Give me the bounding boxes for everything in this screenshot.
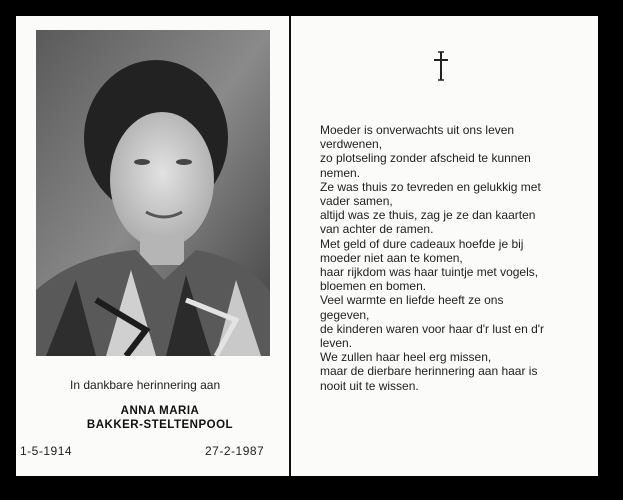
poem-line: maar de dierbare herinnering aan haar is (320, 364, 538, 379)
poem-line: de kinderen waren voor haar d'r lust en d'r (320, 321, 545, 336)
cross-icon (430, 50, 452, 87)
poem-line: haar rijkdom was haar tuintje met vogels, (320, 265, 539, 280)
death-date: 27-2-1987 (205, 444, 265, 458)
poem-line: van achter de ramen. (320, 222, 434, 237)
poem-line: zo plotseling zonder afscheid te kunnen (320, 151, 531, 166)
poem-line: Ze was thuis zo tevreden en gelukkig met (320, 179, 541, 194)
card-fold-line (289, 16, 291, 476)
poem-line: Veel warmte en liefde heeft ze ons (320, 293, 504, 308)
poem-line: nooit uit te wissen. (320, 378, 419, 393)
poem-line: nemen. (320, 165, 361, 180)
portrait-photo (36, 30, 270, 356)
poem-line: altijd was ze thuis, zag je ze dan kaarten (320, 208, 536, 223)
memorial-poem (320, 123, 570, 393)
poem-line: vader samen, (320, 194, 393, 209)
deceased-surname: BAKKER-STELTENPOOL (86, 419, 234, 431)
poem-line: bloemen en bomen. (320, 279, 427, 294)
poem-line: Met geld of dure cadeaux hoefde je bij (320, 236, 524, 251)
deceased-first-names: ANNA MARIA (120, 405, 200, 417)
poem-line: Moeder is onverwachts uit ons leven (320, 123, 515, 137)
poem-line: We zullen haar heel erg missen, (320, 350, 492, 365)
birth-date: 1-5-1914 (20, 444, 73, 458)
poem-line: verdwenen, (320, 137, 383, 152)
poem-line: leven. (320, 336, 353, 351)
poem-line: moeder niet aan te komen, (320, 250, 463, 265)
poem-line: gegeven, (320, 307, 370, 322)
memory-line: In dankbare herinnering aan (70, 378, 221, 392)
